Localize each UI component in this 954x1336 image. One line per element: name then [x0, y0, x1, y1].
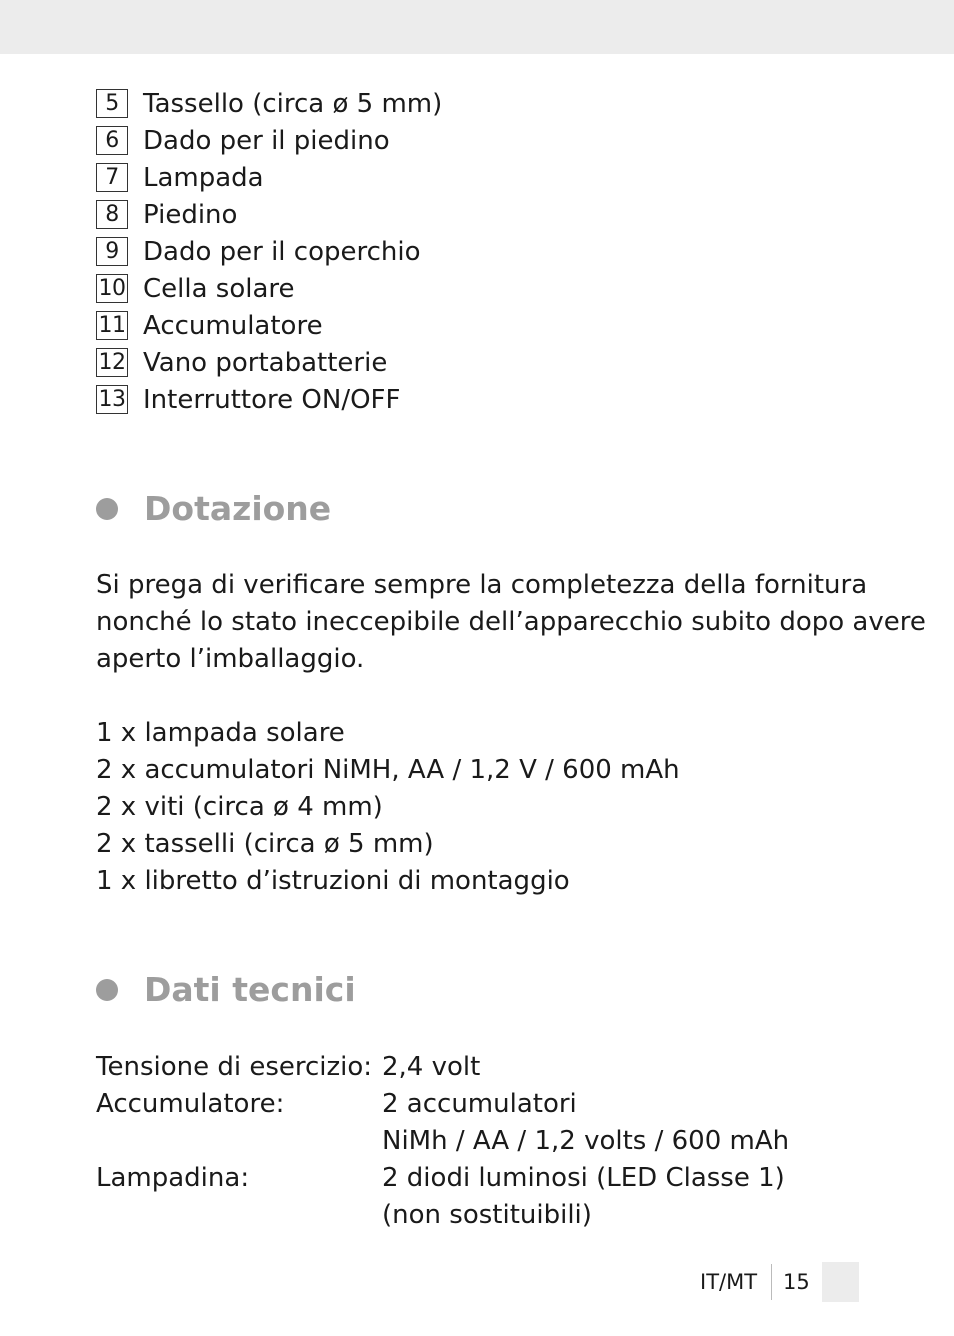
spec-value: 2 accumulatori	[382, 1089, 577, 1119]
list-item: 2 x tasselli (circa ø 5 mm)	[96, 829, 434, 859]
package-contents-list	[96, 715, 680, 900]
spec-row	[96, 1123, 789, 1160]
spec-label	[96, 1123, 382, 1160]
header-band	[0, 0, 954, 54]
bullet-icon	[96, 498, 118, 520]
part-row	[96, 85, 442, 122]
part-label: Interruttore ON/OFF	[143, 384, 401, 415]
footer-divider	[771, 1264, 772, 1300]
spec-label: Accumulatore:	[96, 1089, 285, 1119]
tech-specs-table	[96, 1049, 789, 1234]
part-number: 11	[96, 311, 128, 340]
footer-tab	[822, 1262, 859, 1302]
list-item: 1 x libretto d’istruzioni di montaggio	[96, 866, 570, 896]
part-label: Dado per il coperchio	[143, 236, 421, 267]
part-row	[96, 270, 442, 307]
spec-value: (non sostituibili)	[382, 1200, 592, 1230]
part-number: 12	[96, 348, 128, 377]
part-number: 9	[96, 237, 128, 266]
part-label: Piedino	[143, 199, 238, 230]
part-number: 7	[96, 163, 128, 192]
part-label: Cella solare	[143, 273, 295, 304]
section-heading-dotazione	[96, 489, 331, 528]
spec-value: 2 diodi luminosi (LED Classe 1)	[382, 1163, 785, 1193]
spec-row	[96, 1160, 789, 1197]
part-label: Tassello (circa ø 5 mm)	[143, 88, 443, 119]
part-row	[96, 196, 442, 233]
spec-row	[96, 1086, 789, 1123]
intro-paragraph	[96, 567, 926, 678]
section-title: Dati tecnici	[144, 970, 356, 1009]
part-row	[96, 233, 442, 270]
page-footer	[0, 1262, 954, 1302]
part-label: Vano portabatterie	[143, 347, 388, 378]
part-number: 6	[96, 126, 128, 155]
part-number: 10	[96, 274, 128, 303]
list-item: 2 x viti (circa ø 4 mm)	[96, 792, 383, 822]
paragraph-line: nonché lo stato ineccepibile dell’apparecchio subito dopo avere	[96, 607, 926, 637]
part-label: Dado per il piedino	[143, 125, 390, 156]
section-title: Dotazione	[144, 489, 332, 528]
parts-list	[96, 85, 442, 418]
paragraph-line: Si prega di verificare sempre la completezza della fornitura	[96, 570, 868, 600]
spec-label: Lampadina:	[96, 1163, 250, 1193]
section-heading-dati-tecnici	[96, 970, 356, 1009]
spec-value: NiMh / AA / 1,2 volts / 600 mAh	[382, 1126, 790, 1156]
paragraph-line: aperto l’imballaggio.	[96, 644, 365, 674]
part-label: Lampada	[143, 162, 264, 193]
language-code: IT/MT	[700, 1270, 758, 1294]
spec-label	[96, 1197, 382, 1234]
list-item: 2 x accumulatori NiMH, AA / 1,2 V / 600 mAh	[96, 755, 680, 785]
spec-row	[96, 1049, 789, 1086]
part-row	[96, 381, 442, 418]
part-number: 13	[96, 385, 128, 414]
part-row	[96, 344, 442, 381]
bullet-icon	[96, 979, 118, 1001]
part-row	[96, 159, 442, 196]
part-row	[96, 307, 442, 344]
spec-value: 2,4 volt	[382, 1052, 481, 1082]
part-number: 8	[96, 200, 128, 229]
spec-label: Tensione di esercizio:	[96, 1052, 373, 1082]
list-item: 1 x lampada solare	[96, 718, 345, 748]
spec-row	[96, 1197, 789, 1234]
part-row	[96, 122, 442, 159]
page-number: 15	[783, 1270, 810, 1294]
part-label: Accumulatore	[143, 310, 323, 341]
part-number: 5	[96, 89, 128, 118]
